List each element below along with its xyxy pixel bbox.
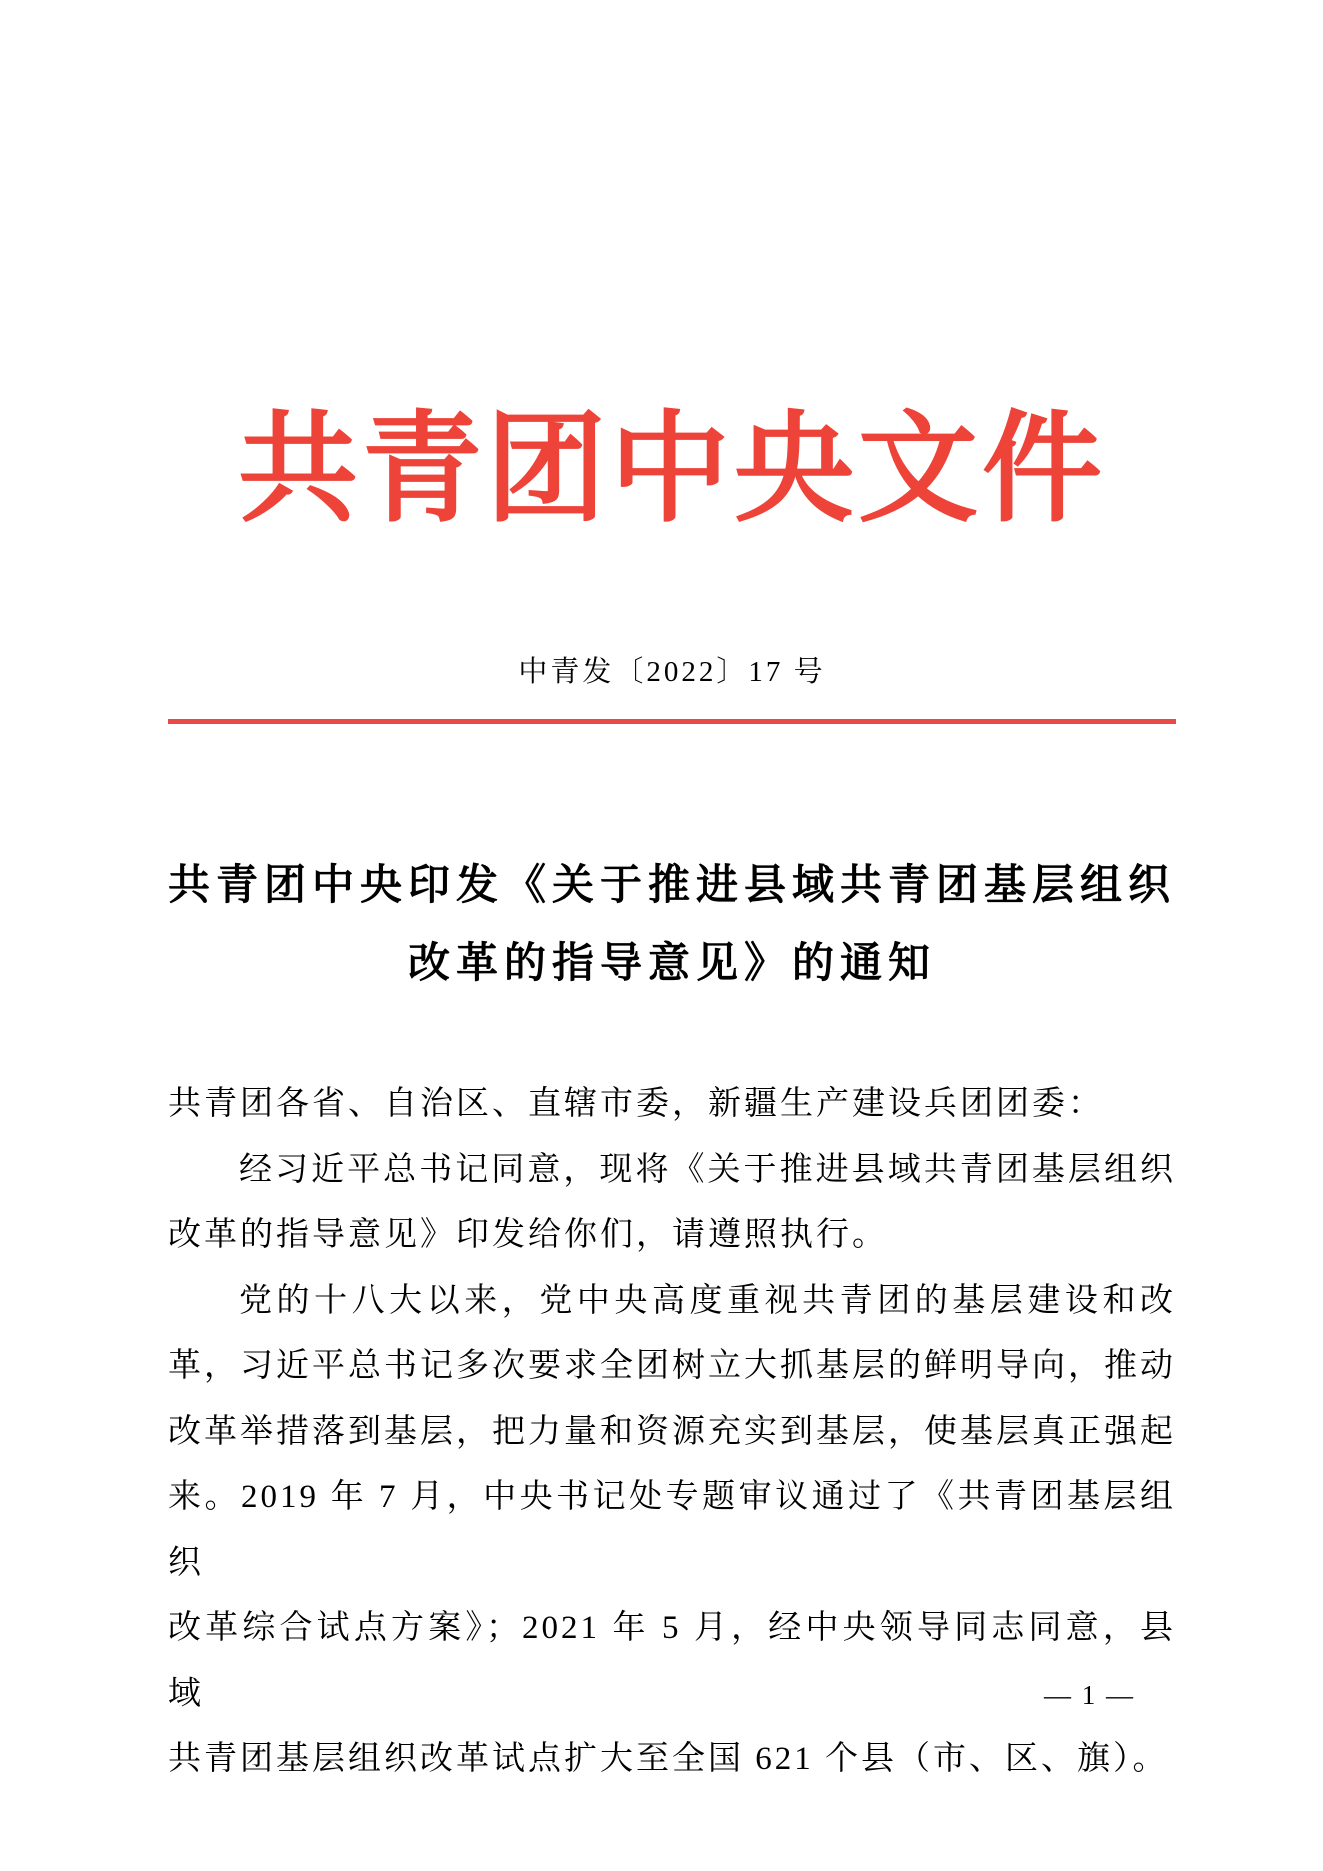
body-line: 革，习近平总书记多次要求全团树立大抓基层的鲜明导向，推动 (168, 1348, 1176, 1384)
body-line: 党的十八大以来，党中央高度重视共青团的基层建设和改 (239, 1282, 1176, 1319)
notice-title-line-1: 共青团中央印发《关于推进县域共青团基层组织 (168, 863, 1177, 909)
org-title: 共青团中央文件 (238, 403, 1106, 536)
body-line: 改革综合试点方案》；2021 年 5 月，经中央领导同志同意，县域 (168, 1610, 1176, 1712)
body-line-salutation: 共青团各省、自治区、直辖市委，新疆生产建设兵团团委： (168, 1086, 1104, 1122)
body-line: 来。2019 年 7 月，中央书记处专题审议通过了《共青团基层组织 (168, 1479, 1176, 1581)
document-content (168, 0, 1176, 1871)
notice-title-line-2: 改革的指导意见》的通知 (407, 941, 936, 987)
page-number: — 1 — (1044, 1680, 1135, 1710)
doc-number: 中青发〔2022〕17 号 (518, 656, 826, 688)
body-line: 改革的指导意见》印发给你们，请遵照执行。 (168, 1217, 888, 1253)
notice-title (168, 847, 1176, 1003)
body-line: 改革举措落到基层，把力量和资源充实到基层，使基层真正强起 (168, 1413, 1176, 1450)
body-text (168, 1072, 1176, 1793)
body-line: 经习近平总书记同意，现将《关于推进县域共青团基层组织 (239, 1151, 1176, 1188)
body-line: 共青团基层组织改革试点扩大至全国 621 个县（市、区、旗）。 (168, 1741, 1169, 1777)
red-divider (168, 719, 1176, 724)
